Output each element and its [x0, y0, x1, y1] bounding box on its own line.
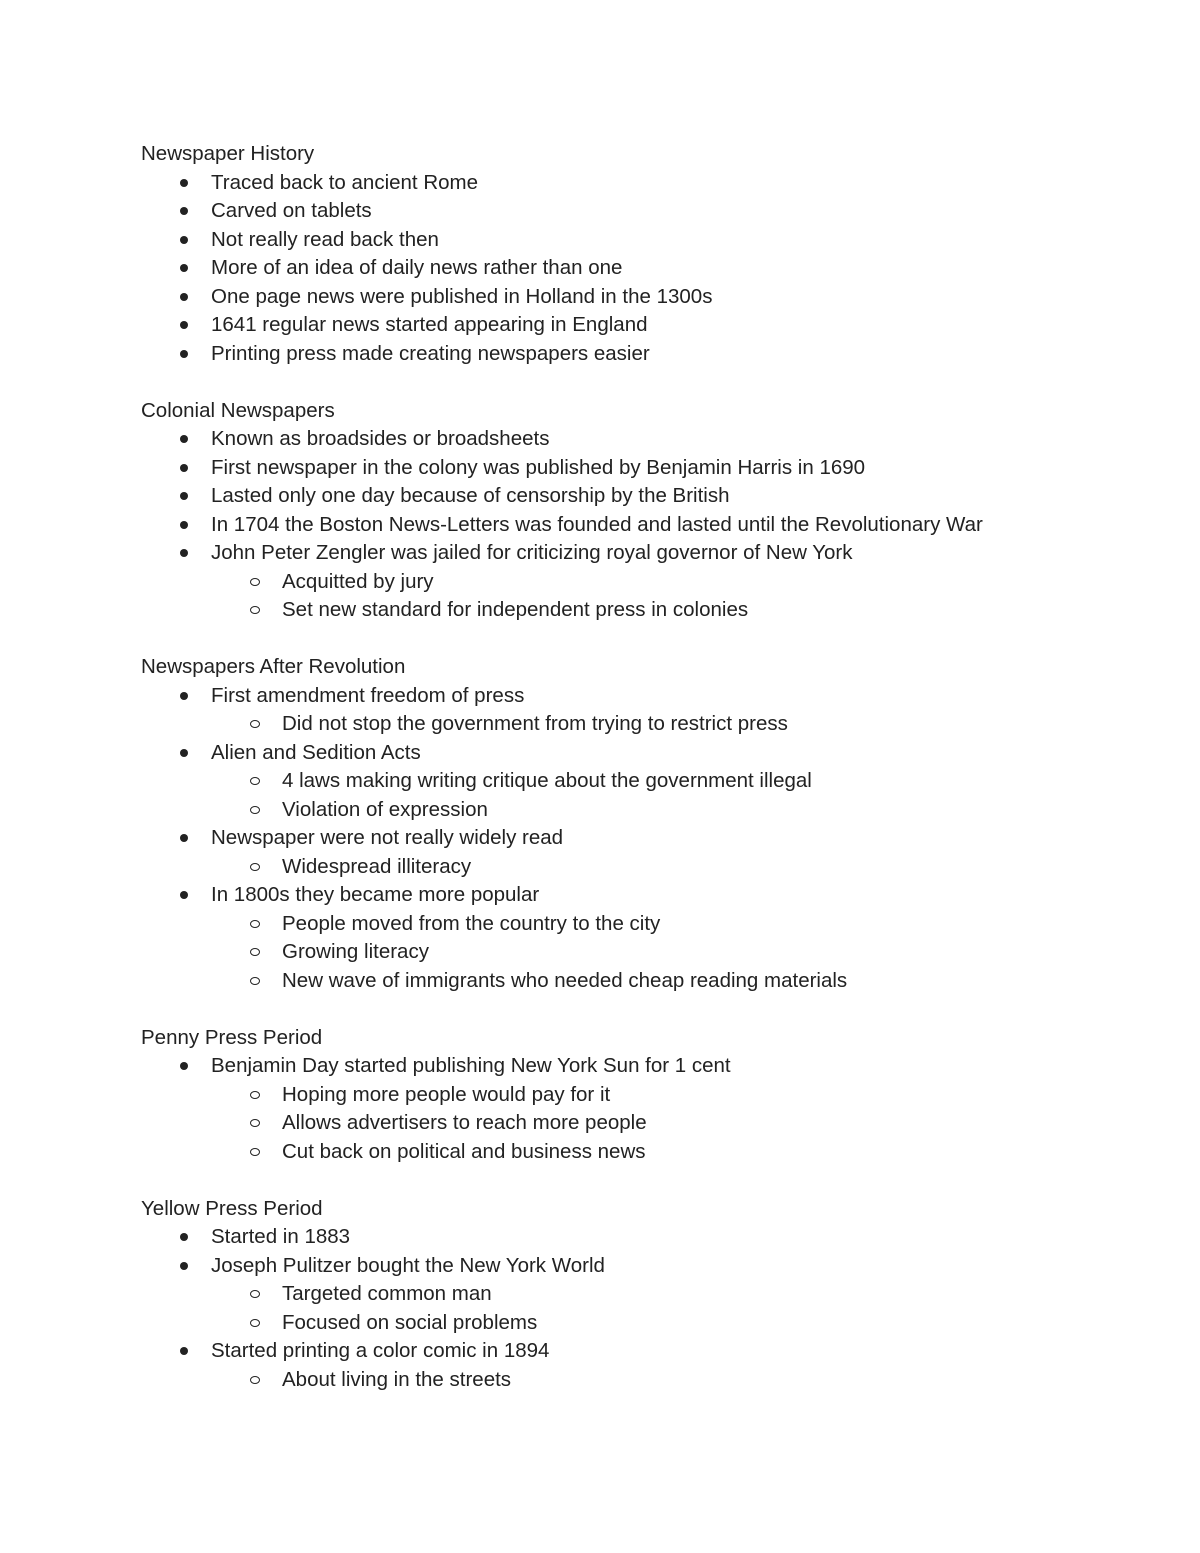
list-item-text: Started in 1883 — [211, 1225, 351, 1248]
list-item — [141, 482, 1141, 511]
sub-list-item — [141, 938, 1141, 967]
filled-bullet-icon — [180, 207, 188, 215]
filled-bullet-icon — [180, 749, 188, 757]
list-item — [141, 881, 1141, 910]
list-item-text: One page news were published in Holland in the 1300s — [211, 284, 713, 308]
hollow-bullet-icon — [250, 948, 260, 956]
list-item-text: First newspaper in the colony was published by Benjamin Harris in 1690 — [211, 455, 866, 479]
list-item — [141, 1337, 1141, 1366]
filled-bullet-icon — [180, 464, 188, 472]
list-item — [141, 254, 1141, 283]
filled-bullet-icon — [180, 492, 188, 500]
list-item-text: Growing literacy — [282, 940, 429, 963]
sub-list-item — [141, 568, 1141, 597]
list-item-text: Newspaper were not really widely read — [211, 826, 564, 849]
section-heading: Yellow Press Period — [141, 1196, 323, 1220]
filled-bullet-icon — [180, 435, 188, 443]
section-heading: Colonial Newspapers — [141, 398, 335, 422]
filled-bullet-icon — [180, 1262, 188, 1270]
list-item — [141, 454, 1141, 483]
filled-bullet-icon — [180, 834, 188, 842]
list-item-text: Widespread illiteracy — [282, 854, 472, 878]
list-item — [141, 1223, 1141, 1252]
hollow-bullet-icon — [250, 1091, 260, 1099]
list-item-text: Printing press made creating newspapers easier — [211, 341, 650, 365]
list-item-text: Not really read back then — [211, 227, 439, 251]
list-item — [141, 682, 1141, 711]
hollow-bullet-icon — [250, 977, 260, 985]
list-item — [141, 425, 1141, 454]
hollow-bullet-icon — [250, 720, 260, 728]
section — [141, 653, 1141, 995]
sub-list-item — [141, 710, 1141, 739]
list-item-text: Allows advertisers to reach more people — [282, 1111, 647, 1134]
list-item-text: Traced back to ancient Rome — [211, 170, 479, 194]
list-item-text: Started printing a color comic in 1894 — [211, 1339, 550, 1362]
list-item-text: Hoping more people would pay for it — [282, 1082, 611, 1106]
list-item — [141, 824, 1141, 853]
list-item — [141, 511, 1141, 540]
list-item-text: Lasted only one day because of censorship by the British — [211, 484, 730, 507]
hollow-bullet-icon — [250, 920, 260, 928]
list-item-text: 1641 regular news started appearing in England — [211, 313, 648, 336]
sub-list-item — [141, 910, 1141, 939]
sub-list-item — [141, 967, 1141, 996]
list-item-text: Acquitted by jury — [282, 569, 434, 593]
list-item-text: Alien and Sedition Acts — [211, 740, 421, 764]
hollow-bullet-icon — [250, 777, 260, 785]
section — [141, 140, 1141, 368]
section-heading: Penny Press Period — [141, 1025, 323, 1049]
list-item — [141, 739, 1141, 768]
list-item-text: First amendment freedom of press — [211, 683, 525, 707]
hollow-bullet-icon — [250, 806, 260, 814]
hollow-bullet-icon — [250, 1319, 260, 1327]
list-item-text: In 1800s they became more popular — [211, 883, 540, 906]
sub-list-item — [141, 1138, 1141, 1167]
section-heading: Newspapers After Revolution — [141, 655, 406, 678]
list-item-text: Violation of expression — [282, 797, 488, 821]
list-item — [141, 197, 1141, 226]
hollow-bullet-icon — [250, 578, 260, 586]
section — [141, 1024, 1141, 1167]
list-item-text: Joseph Pulitzer bought the New York World — [211, 1253, 605, 1277]
list-item-text: People moved from the country to the city — [282, 911, 661, 935]
list-item-text: In 1704 the Boston News-Letters was founded and lasted until the Revolutionary War — [211, 512, 983, 536]
list-item — [141, 340, 1141, 369]
sub-list-item — [141, 767, 1141, 796]
section-heading: Newspaper History — [141, 142, 315, 165]
sub-list-item — [141, 1280, 1141, 1309]
list-item-text: Carved on tablets — [211, 199, 372, 222]
list-item — [141, 169, 1141, 198]
sub-list-item — [141, 1309, 1141, 1338]
sub-list-item — [141, 1109, 1141, 1138]
sub-list-item — [141, 1081, 1141, 1110]
filled-bullet-icon — [180, 1347, 188, 1355]
list-item-text: Focused on social problems — [282, 1310, 538, 1334]
list-item-text: New wave of immigrants who needed cheap reading materials — [282, 968, 848, 992]
section — [141, 397, 1141, 625]
list-item — [141, 1052, 1141, 1081]
filled-bullet-icon — [180, 236, 188, 244]
list-item — [141, 226, 1141, 255]
list-item — [141, 311, 1141, 340]
list-item-text: More of an idea of daily news rather than one — [211, 256, 623, 279]
document-body — [141, 140, 1141, 1394]
list-item-text: Targeted common man — [282, 1282, 492, 1305]
sub-list-item — [141, 1366, 1141, 1395]
list-item-text: About living in the streets — [282, 1367, 512, 1391]
section — [141, 1195, 1141, 1395]
filled-bullet-icon — [180, 350, 188, 358]
hollow-bullet-icon — [250, 1290, 260, 1298]
hollow-bullet-icon — [250, 1376, 260, 1384]
list-item — [141, 283, 1141, 312]
sub-list-item — [141, 796, 1141, 825]
hollow-bullet-icon — [250, 606, 260, 614]
list-item — [141, 1252, 1141, 1281]
filled-bullet-icon — [180, 179, 188, 187]
list-item-text: Set new standard for independent press in colonies — [282, 598, 749, 621]
list-item-text: Benjamin Day started publishing New York Sun for 1 cent — [211, 1054, 731, 1077]
filled-bullet-icon — [180, 1062, 188, 1070]
list-item-text: Did not stop the government from trying to restrict press — [282, 712, 788, 735]
hollow-bullet-icon — [250, 1148, 260, 1156]
list-item-text: Known as broadsides or broadsheets — [211, 427, 550, 450]
filled-bullet-icon — [180, 293, 188, 301]
list-item-text: John Peter Zengler was jailed for criticizing royal governor of New York — [211, 541, 853, 564]
list-item-text: Cut back on political and business news — [282, 1139, 646, 1163]
list-item-text: 4 laws making writing critique about the government illegal — [282, 769, 812, 792]
filled-bullet-icon — [180, 521, 188, 529]
sub-list-item — [141, 596, 1141, 625]
hollow-bullet-icon — [250, 1119, 260, 1127]
list-item — [141, 539, 1141, 568]
filled-bullet-icon — [180, 549, 188, 557]
filled-bullet-icon — [180, 1233, 188, 1241]
filled-bullet-icon — [180, 264, 188, 272]
sub-list-item — [141, 853, 1141, 882]
filled-bullet-icon — [180, 692, 188, 700]
hollow-bullet-icon — [250, 863, 260, 871]
filled-bullet-icon — [180, 321, 188, 329]
filled-bullet-icon — [180, 891, 188, 899]
